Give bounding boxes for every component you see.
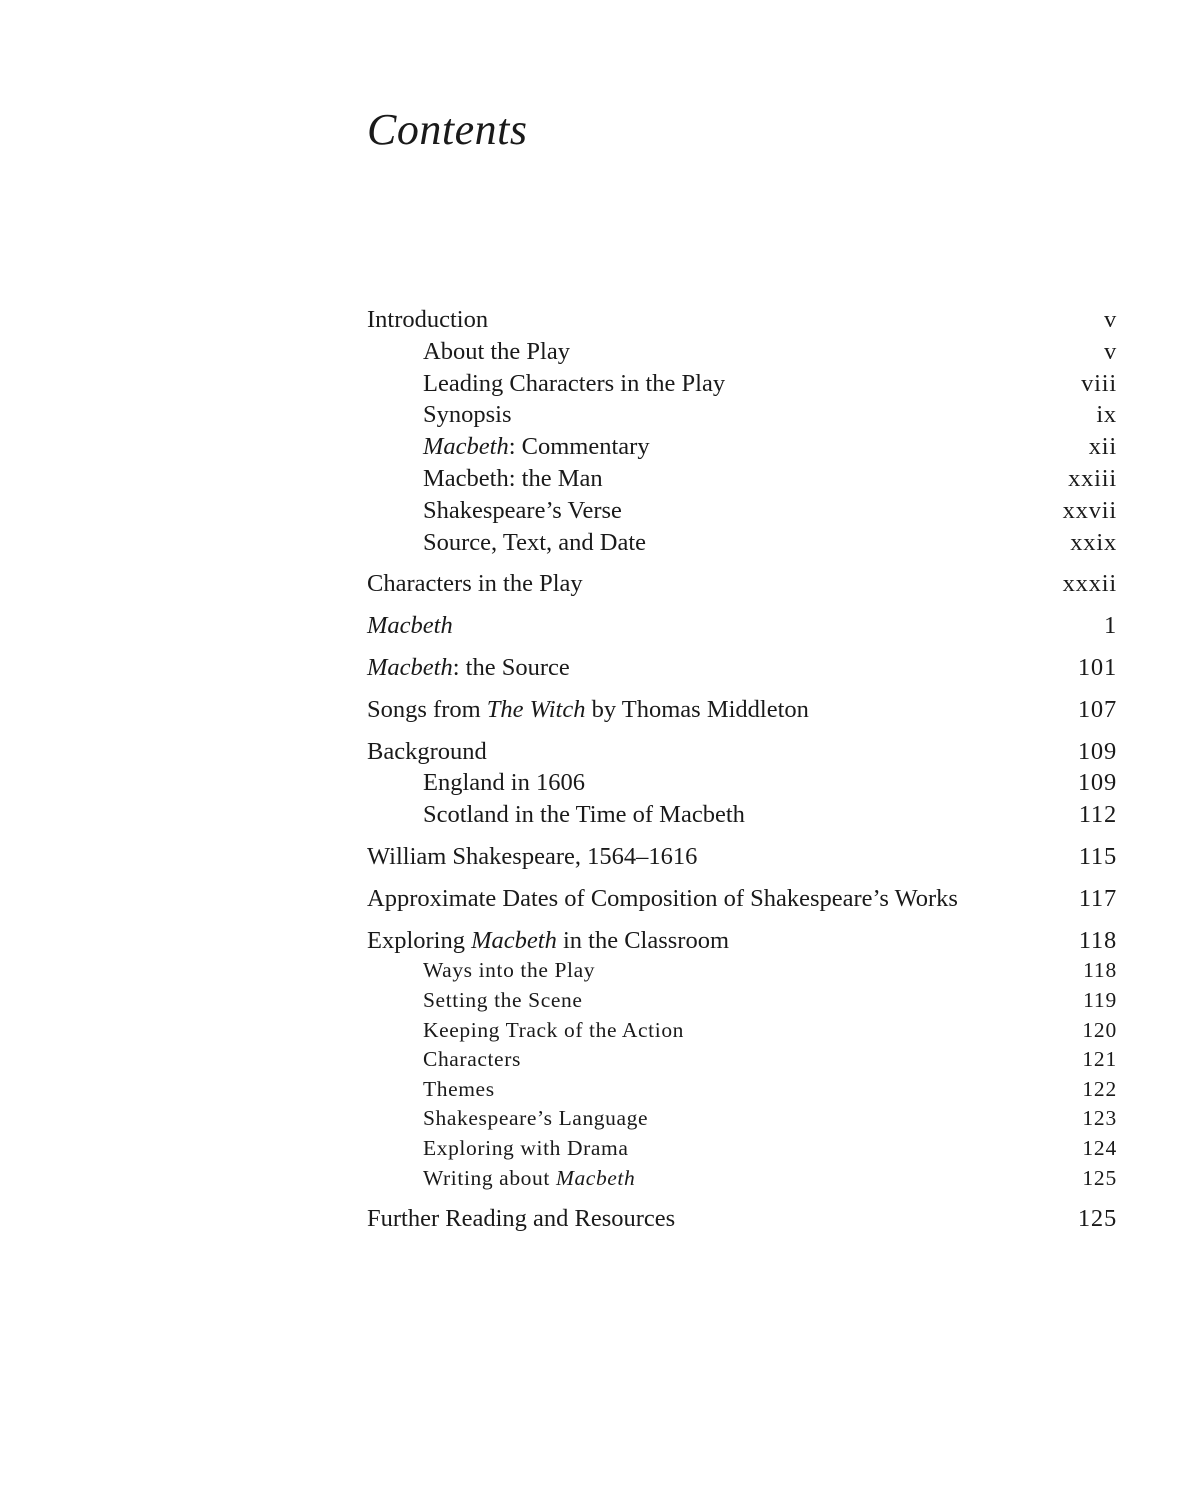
toc-entry-title	[423, 986, 582, 1016]
page-number: 1	[1103, 612, 1117, 640]
toc-subentry[interactable]	[367, 527, 1117, 559]
page-number: xxix	[1070, 528, 1117, 556]
toc-entry[interactable]	[367, 652, 1117, 684]
toc-entry[interactable]	[367, 694, 1117, 726]
italic-title-text: Macbeth	[367, 653, 453, 681]
toc-subentry[interactable]	[367, 1164, 1117, 1194]
toc-entry[interactable]	[367, 925, 1117, 957]
title-text: in the Classroom	[556, 926, 730, 954]
toc-entry[interactable]	[367, 883, 1117, 915]
title-text: Keeping Track of the Action	[423, 1017, 685, 1042]
toc-entry[interactable]	[367, 841, 1117, 873]
title-text: Exploring with Drama	[423, 1135, 629, 1160]
title-text: : Commentary	[508, 433, 650, 461]
page-number: 118	[1078, 926, 1117, 954]
title-text: Scotland in the Time of Macbeth	[423, 801, 745, 829]
toc-subentry[interactable]	[367, 1016, 1117, 1046]
title-text: Shakespeare’s Verse	[423, 496, 622, 524]
title-text: Macbeth: the Man	[423, 464, 603, 492]
title-text: Introduction	[367, 306, 489, 333]
toc-section	[367, 925, 1117, 1194]
page-number: 109	[1077, 737, 1117, 765]
title-text: Ways into the Play	[423, 958, 596, 983]
page-number: 119	[1083, 987, 1117, 1012]
toc-section	[367, 610, 1117, 642]
toc-entry-title	[423, 463, 603, 495]
page-number: 120	[1082, 1017, 1117, 1042]
page-number: xxvii	[1062, 496, 1117, 524]
title-text: Synopsis	[423, 401, 512, 429]
toc-subentry[interactable]	[367, 956, 1117, 986]
toc-entry-title	[423, 1016, 684, 1046]
italic-title-text: Macbeth	[423, 433, 509, 461]
toc-section	[367, 841, 1117, 873]
toc-entry[interactable]	[367, 1203, 1117, 1235]
toc-subentry[interactable]	[367, 463, 1117, 495]
toc-entry-title	[423, 368, 725, 400]
title-text: : the Source	[452, 653, 570, 681]
toc-entry[interactable]	[367, 610, 1117, 642]
toc-subentry[interactable]	[367, 986, 1117, 1016]
title-text: Themes	[423, 1076, 495, 1101]
toc-entry-title	[423, 527, 646, 559]
toc-section	[367, 694, 1117, 726]
toc-subentry[interactable]	[367, 1075, 1117, 1105]
page-number: v	[1103, 306, 1117, 333]
title-text: Background	[367, 737, 487, 765]
toc-subentry[interactable]	[367, 495, 1117, 527]
toc-entry-title	[423, 431, 650, 463]
toc-subentry[interactable]	[367, 399, 1117, 431]
title-text: Songs from	[367, 695, 487, 723]
toc-entry-title	[423, 1104, 648, 1134]
italic-title-text: Macbeth	[471, 926, 557, 954]
title-text: William Shakespeare, 1564–1616	[367, 842, 698, 870]
title-text: Leading Characters in the Play	[423, 369, 726, 397]
italic-title-text: The Witch	[486, 695, 586, 723]
page-title: Contents	[367, 105, 528, 154]
toc-entry-title	[423, 767, 585, 799]
page-number: 109	[1077, 769, 1117, 797]
page-number: ix	[1096, 401, 1117, 429]
toc-subentry[interactable]	[367, 799, 1117, 831]
title-text: Source, Text, and Date	[423, 528, 647, 556]
toc-subentry[interactable]	[367, 1104, 1117, 1134]
toc-subentry[interactable]	[367, 431, 1117, 463]
toc-subentry[interactable]	[367, 1134, 1117, 1164]
italic-title-text: Macbeth	[367, 612, 453, 640]
toc-entry[interactable]	[367, 304, 1117, 336]
toc-entry-title	[423, 1164, 635, 1194]
toc-subentry[interactable]	[367, 368, 1117, 400]
toc-section	[367, 652, 1117, 684]
page-number: 121	[1082, 1047, 1117, 1072]
toc-entry-title	[367, 568, 583, 600]
page-number: xxiii	[1068, 464, 1117, 492]
toc-entry-title	[423, 1134, 628, 1164]
page-number: 123	[1082, 1106, 1117, 1131]
toc-entry-title	[367, 610, 453, 642]
page-number: 117	[1078, 884, 1117, 912]
title-text: Further Reading and Resources	[367, 1205, 676, 1233]
toc-subentry[interactable]	[367, 767, 1117, 799]
title-text: England in 1606	[423, 769, 585, 797]
toc-subentry[interactable]	[367, 1045, 1117, 1075]
page-number: 125	[1077, 1205, 1117, 1233]
title-text: Approximate Dates of Composition of Shakespeare’s Works	[367, 884, 958, 912]
title-text: Shakespeare’s Language	[423, 1106, 649, 1131]
title-text: Characters	[423, 1047, 521, 1072]
page-number: v	[1103, 337, 1117, 365]
toc-entry-title	[367, 694, 809, 726]
italic-title-text: Macbeth	[555, 1165, 636, 1190]
toc-entry[interactable]	[367, 568, 1117, 600]
toc-section	[367, 568, 1117, 600]
title-text: Exploring	[367, 926, 472, 954]
page-number: 122	[1082, 1076, 1117, 1101]
title-text: About the Play	[423, 337, 570, 365]
toc-entry-title	[367, 1203, 675, 1235]
page-number: xxxii	[1062, 570, 1117, 598]
toc-entry-title	[367, 925, 729, 957]
page-number: xii	[1088, 433, 1117, 461]
page-number: 118	[1083, 958, 1117, 983]
toc-section	[367, 736, 1117, 831]
title-text: by Thomas Middleton	[585, 695, 809, 723]
toc-entry-title	[367, 736, 487, 768]
toc-subentry[interactable]	[367, 336, 1117, 368]
title-text: Writing about	[423, 1165, 556, 1190]
page-number: 101	[1077, 653, 1117, 681]
page-number: 115	[1078, 842, 1117, 870]
toc-section	[367, 1203, 1117, 1235]
toc-entry[interactable]	[367, 736, 1117, 768]
toc-entry-title	[423, 399, 512, 431]
page-number: 124	[1082, 1135, 1117, 1160]
toc-entry-title	[423, 956, 595, 986]
toc-entry-title	[367, 652, 570, 684]
toc-entry-title	[367, 841, 697, 873]
title-text: Setting the Scene	[423, 987, 583, 1012]
toc-entry-title	[423, 495, 622, 527]
toc-entry-title	[367, 304, 488, 336]
table-of-contents	[367, 304, 1117, 1245]
toc-entry-title	[423, 336, 570, 368]
toc-entry-title	[423, 1075, 495, 1105]
page-number: 107	[1077, 695, 1117, 723]
page-number: viii	[1081, 369, 1117, 397]
title-text: Characters in the Play	[367, 570, 583, 598]
toc-entry-title	[423, 1045, 521, 1075]
toc-entry-title	[367, 883, 958, 915]
toc-section	[367, 883, 1117, 915]
toc-entry-title	[423, 799, 745, 831]
toc-section	[367, 304, 1117, 558]
page-number: 112	[1078, 801, 1117, 829]
page-number: 125	[1082, 1165, 1117, 1190]
